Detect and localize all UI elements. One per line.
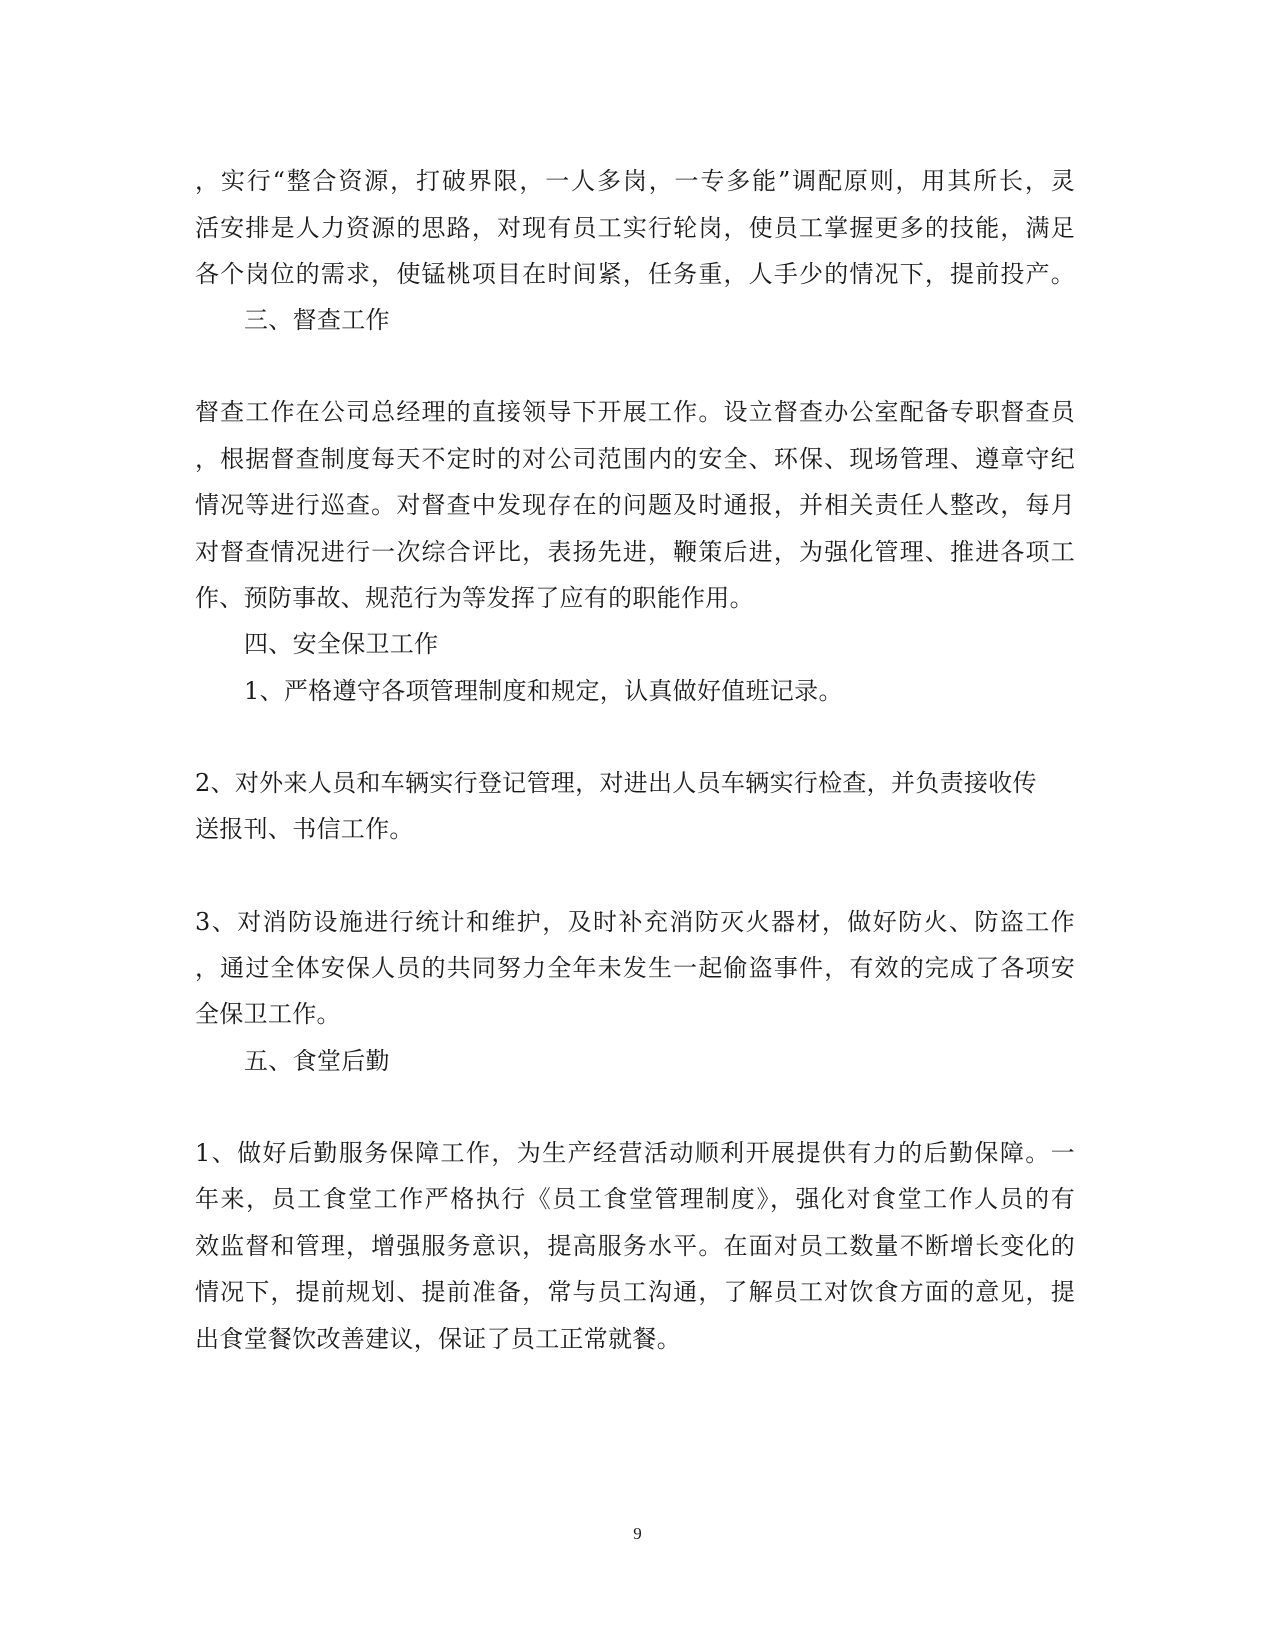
body-text-line: ，根据督查制度每天不定时的对公司范围内的安全、环保、现场管理、遵章守纪 <box>195 445 1075 473</box>
body-text-line: 作、预防事故、规范行为等发挥了应有的职能作用。 <box>195 584 754 612</box>
body-text-line: 情况下，提前规划、提前准备，常与员工沟通，了解员工对饮食方面的意见，提 <box>195 1278 1075 1306</box>
body-text-line: 出食堂餐饮改善建议，保证了员工正常就餐。 <box>195 1325 681 1353</box>
body-text-line: 情况等进行巡查。对督查中发现存在的问题及时通报，并相关责任人整改，每月 <box>195 491 1075 519</box>
list-item-line: 2、对外来人员和车辆实行登记管理，对进出人员车辆实行检查，并负责接收传 <box>195 769 1037 797</box>
list-item-line: 3、对消防设施进行统计和维护，及时补充消防灭火器材，做好防火、防盗工作 <box>195 908 1075 936</box>
body-text-line: 督查工作在公司总经理的直接领导下开展工作。设立督查办公室配备专职督查员 <box>195 398 1075 426</box>
body-text-line: ，实行“整合资源，打破界限，一人多岗，一专多能”调配原则，用其所长，灵 <box>195 167 1075 195</box>
list-item-line: 1、严格遵守各项管理制度和规定，认真做好值班记录。 <box>244 677 843 705</box>
body-text-line: 效监督和管理，增强服务意识，提高服务水平。在面对员工数量不断增长变化的 <box>195 1232 1075 1260</box>
page-number: 9 <box>633 1524 642 1543</box>
body-text-line: 1、做好后勤服务保障工作，为生产经营活动顺利开展提供有力的后勤保障。一 <box>195 1139 1075 1167</box>
body-text-line: 对督查情况进行一次综合评比，表扬先进，鞭策后进，为强化管理、推进各项工 <box>195 538 1075 566</box>
body-text-line: 年来，员工食堂工作严格执行《员工食堂管理制度》，强化对食堂工作人员的有 <box>195 1185 1075 1213</box>
list-item-line: 送报刊、书信工作。 <box>195 815 414 843</box>
body-text-line: 各个岗位的需求，使锰桃项目在时间紧，任务重，人手少的情况下，提前投产。 <box>195 260 1075 288</box>
body-text-line: 活安排是人力资源的思路，对现有员工实行轮岗，使员工掌握更多的技能，满足 <box>195 214 1075 242</box>
section-heading-canteen: 五、食堂后勤 <box>244 1047 390 1075</box>
list-item-line: ，通过全体安保人员的共同努力全年未发生一起偷盗事件，有效的完成了各项安 <box>195 954 1075 982</box>
list-item-line: 全保卫工作。 <box>195 1000 341 1028</box>
section-heading-supervision: 三、督查工作 <box>244 306 390 334</box>
section-heading-security: 四、安全保卫工作 <box>244 630 439 658</box>
